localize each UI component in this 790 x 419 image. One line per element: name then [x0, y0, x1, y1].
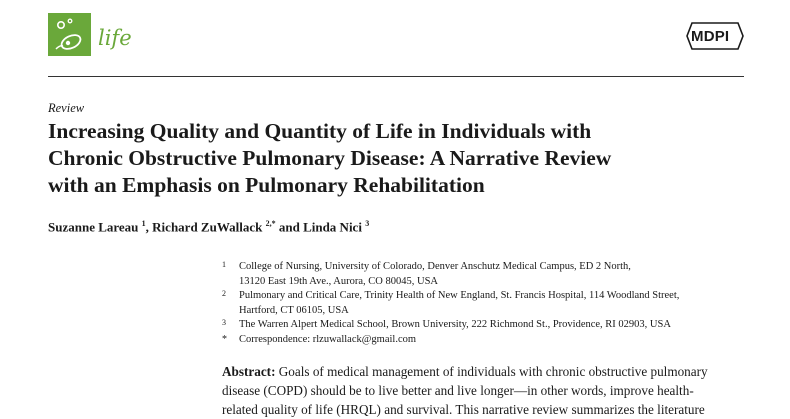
affiliation-list	[222, 260, 742, 347]
abstract-text: Goals of medical management of individuals with chronic obstructive pulmonary	[275, 364, 708, 379]
abstract	[222, 362, 752, 419]
abstract-line: related quality of life (HRQL) and survival. This narrative review summarizes the literature	[222, 402, 705, 417]
author-name[interactable]: Suzanne Lareau	[48, 219, 139, 235]
affiliation-text: 13120 East 19th Ave., Aurora, CO 80045, USA	[239, 275, 439, 287]
author-separator: and	[275, 219, 304, 235]
affiliation-text: The Warren Alpert Medical School, Brown University, 222 Richmond St., Providence, RI 02903, USA	[239, 319, 671, 330]
cell-icon	[48, 13, 91, 56]
affiliation-marker: 1	[222, 260, 226, 269]
journal-logo	[48, 13, 132, 56]
correspondence-text[interactable]: Correspondence: rlzuwallack@gmail.com	[239, 333, 417, 345]
abstract-line	[222, 362, 752, 381]
author-list	[48, 219, 369, 235]
affiliation-text: Pulmonary and Critical Care, Trinity Health of New England, St. Francis Hospital, 114 Woodland Street,	[239, 290, 680, 301]
article-type: Review	[48, 101, 85, 115]
affiliation-item	[222, 289, 742, 318]
article-title	[48, 118, 758, 199]
correspondence-marker: *	[222, 333, 227, 345]
affiliation-marker: 2	[222, 289, 226, 298]
author-affiliation-marker: 1	[141, 219, 146, 228]
title-line: Chronic Obstructive Pulmonary Disease: A Narrative Review	[48, 146, 612, 170]
affiliation-text: Hartford, CT 06105, USA	[239, 304, 349, 316]
author-name[interactable]: Richard ZuWallack	[152, 219, 263, 235]
affiliation-marker: 3	[222, 318, 226, 327]
affiliation-text: College of Nursing, University of Colorado, Denver Anschutz Medical Campus, ED 2 North,	[239, 261, 631, 272]
publisher-logo	[686, 22, 735, 50]
author-name[interactable]: Linda Nici	[303, 219, 362, 235]
affiliation-item	[222, 318, 742, 333]
author-affiliation-marker: 2,*	[265, 219, 276, 228]
abstract-line: disease (COPD) should be to live better and live longer—in other words, improve health-	[222, 383, 694, 398]
title-line: with an Emphasis on Pulmonary Rehabilitation	[48, 173, 485, 197]
author-affiliation-marker: 3	[365, 219, 370, 228]
affiliation-item	[222, 260, 742, 289]
journal-name: life	[98, 25, 132, 50]
abstract-label: Abstract:	[222, 364, 276, 379]
affiliation-item	[222, 333, 742, 348]
journal-logo-mark	[48, 13, 91, 56]
title-line: Increasing Quality and Quantity of Life in Individuals with	[48, 119, 592, 143]
author-separator: ,	[145, 219, 153, 235]
publisher-name: MDPI	[691, 28, 730, 45]
header-divider	[48, 76, 744, 77]
